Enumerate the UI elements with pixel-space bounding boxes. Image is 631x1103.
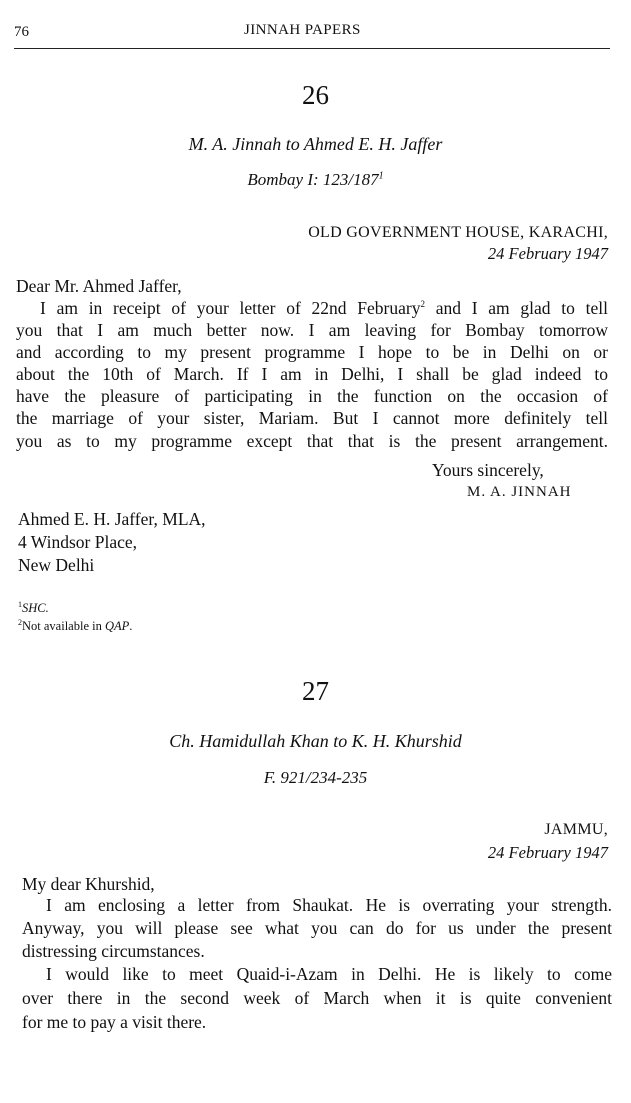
doc27-reference: F. 921/234-235 bbox=[263, 768, 368, 787]
doc27-para2-line-1: I would like to meet Quaid-i-Azam in Delhi. He is likely to come bbox=[46, 964, 612, 984]
doc26-body-line-6: the marriage of your sister, Mariam. But I cannot more definitely tell bbox=[16, 408, 608, 428]
doc26-body-footnote-mark: 2 bbox=[420, 299, 425, 310]
header-rule bbox=[14, 48, 610, 49]
doc27-number: 27 bbox=[302, 676, 329, 706]
doc26-footnote-1 bbox=[18, 600, 49, 616]
doc26-recipient-line-2: 4 Windsor Place, bbox=[18, 532, 138, 552]
footnote-2-end: . bbox=[129, 619, 133, 634]
doc26-body-line-4: about the 10th of March. If I am in Delhi, I shall be glad indeed to bbox=[16, 364, 608, 384]
doc26-body-line-1-tail: and I am glad to tell bbox=[424, 298, 608, 318]
doc26-reference-footnote-mark: 1 bbox=[378, 170, 384, 182]
doc26-body-line-1-text: I am in receipt of your letter of 22nd February bbox=[40, 298, 421, 318]
doc26-body-line-7: you as to my programme except that that is the present arrangement. bbox=[16, 431, 608, 451]
doc26-body-line-3: and according to my present programme I hope to be in Delhi on or bbox=[16, 342, 608, 362]
doc26-footnote-2 bbox=[18, 618, 132, 634]
doc26-signature: M. A. JINNAH bbox=[467, 484, 572, 500]
doc27-para2-line-2: over there in the second week of March when it is quite convenient bbox=[22, 988, 612, 1008]
doc27-salutation: My dear Khurshid, bbox=[22, 874, 155, 894]
doc27-para1-line-2: Anyway, you will please see what you can do for us under the present bbox=[22, 918, 612, 938]
footnote-2-mark: 2 bbox=[18, 618, 22, 627]
doc27-para2-line-3: for me to pay a visit there. bbox=[22, 1012, 207, 1032]
footnote-2-text: Not available in bbox=[22, 619, 105, 634]
doc26-recipient-line-1: Ahmed E. H. Jaffer, MLA, bbox=[18, 509, 206, 529]
doc27-date: 24 February 1947 bbox=[487, 843, 608, 862]
doc26-title: M. A. Jinnah to Ahmed E. H. Jaffer bbox=[188, 134, 443, 154]
doc27-address: JAMMU, bbox=[544, 821, 608, 838]
doc26-reference bbox=[0, 170, 631, 190]
footnote-1-text: SHC. bbox=[22, 601, 49, 616]
doc26-date: 24 February 1947 bbox=[487, 244, 608, 263]
doc26-body-line-5: have the pleasure of participating in the function on the occasion of bbox=[16, 386, 608, 406]
doc26-body-line-2: you that I am much better now. I am leaving for Bombay tomorrow bbox=[16, 320, 608, 340]
doc27-para1-line-1: I am enclosing a letter from Shaukat. He is overrating your strength. bbox=[46, 895, 612, 915]
footnote-2-italic: QAP bbox=[104, 619, 130, 634]
doc26-number: 26 bbox=[302, 80, 329, 110]
running-title: JINNAH PAPERS bbox=[244, 22, 361, 38]
doc26-body-line-1 bbox=[40, 298, 608, 319]
doc26-closing: Yours sincerely, bbox=[432, 460, 544, 480]
doc26-address: OLD GOVERNMENT HOUSE, KARACHI, bbox=[308, 224, 608, 241]
doc26-salutation: Dear Mr. Ahmed Jaffer, bbox=[16, 276, 182, 296]
page-number: 76 bbox=[14, 24, 29, 40]
doc26-reference-text: Bombay I: 123/187 bbox=[247, 170, 379, 189]
doc26-recipient-line-3: New Delhi bbox=[18, 555, 95, 575]
doc27-para1-line-3: distressing circumstances. bbox=[22, 941, 205, 961]
footnote-1-mark: 1 bbox=[18, 600, 22, 609]
doc27-title: Ch. Hamidullah Khan to K. H. Khurshid bbox=[169, 731, 462, 751]
